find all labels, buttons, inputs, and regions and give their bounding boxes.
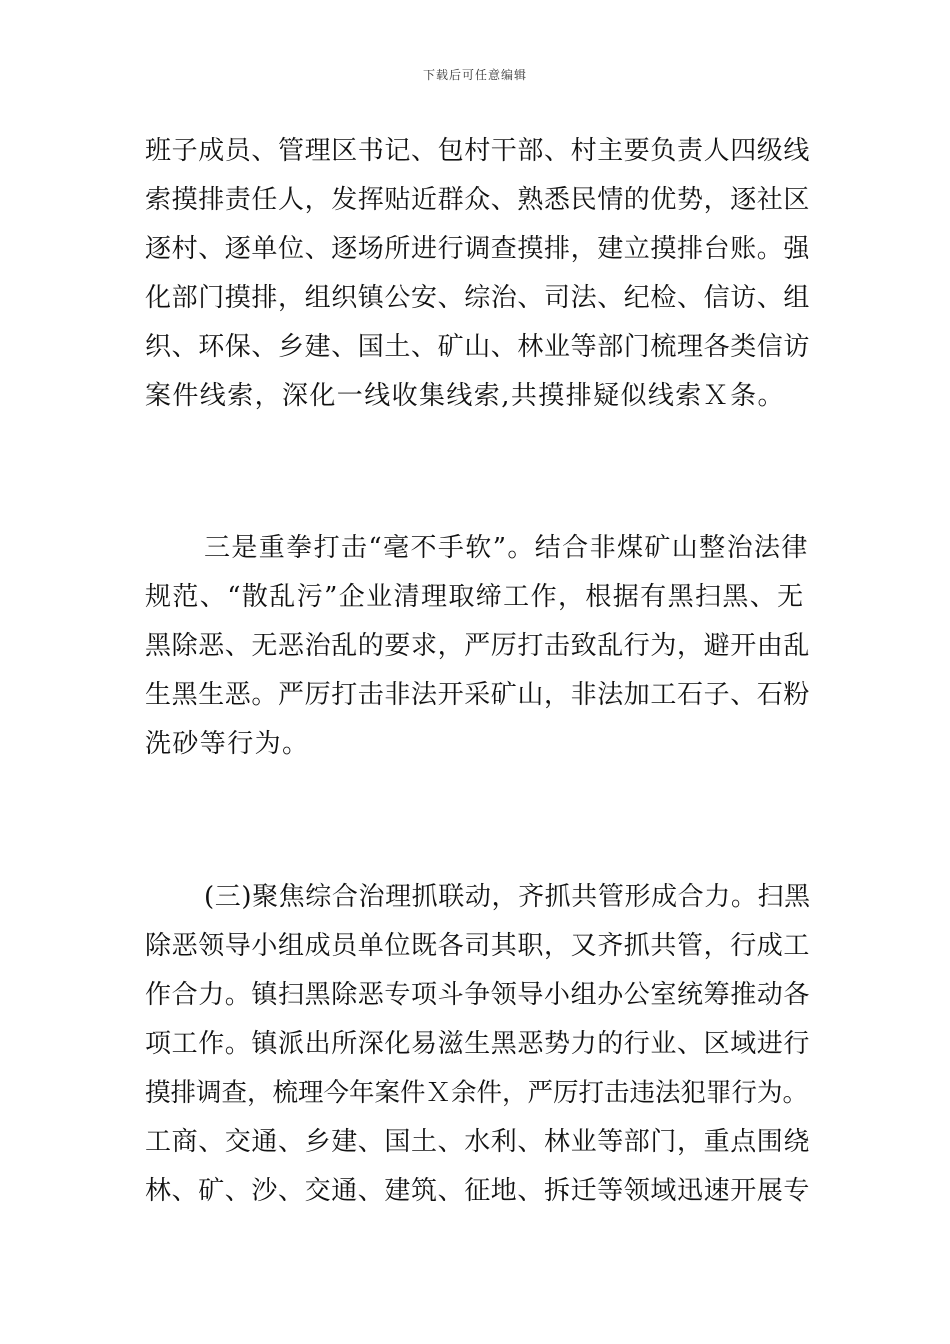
paragraph-line: 逐村、逐单位、逐场所进行调查摸排，建立摸排台账。强	[145, 234, 811, 264]
paragraph-line: 作合力。镇扫黑除恶专项斗争领导小组办公室统筹推动各	[145, 980, 811, 1010]
page-header: 下载后可任意编辑	[422, 68, 527, 82]
paragraph-line: 项工作。镇派出所深化易滋生黑恶势力的行业、区域进行	[145, 1029, 811, 1059]
paragraph-line: 规范、“散乱污”企业清理取缔工作，根据有黑扫黑、无	[145, 582, 805, 612]
paragraph-line: 织、环保、乡建、国土、矿山、林业等部门梳理各类信访	[145, 332, 811, 362]
paragraph-line: 摸排调查，梳理今年案件Ｘ余件，严厉打击违法犯罪行为。	[145, 1078, 809, 1108]
paragraph-line: 三是重拳打击“毫不手软”。结合非煤矿山整治法律	[204, 533, 809, 563]
paragraph-line: (三)聚焦综合治理抓联动，齐抓共管形成合力。扫黑	[204, 882, 811, 912]
paragraph-line: 生黑生恶。严厉打击非法开采矿山，非法加工石子、石粉	[145, 680, 811, 710]
paragraph-line: 黑除恶、无恶治乱的要求，严厉打击致乱行为，避开由乱	[145, 631, 811, 661]
paragraph-line: 洗砂等行为。	[145, 729, 310, 759]
paragraph-line: 索摸排责任人，发挥贴近群众、熟悉民情的优势，逐社区	[145, 185, 811, 215]
paragraph-line: 化部门摸排，组织镇公安、综治、司法、纪检、信访、组	[145, 283, 811, 313]
paragraph-line: 除恶领导小组成员单位既各司其职，又齐抓共管，行成工	[145, 931, 811, 961]
paragraph-line: 班子成员、管理区书记、包村干部、村主要负责人四级线	[145, 136, 811, 166]
paragraph-line: 林、矿、沙、交通、建筑、征地、拆迁等领域迅速开展专	[145, 1176, 811, 1206]
paragraph-line: 工商、交通、乡建、国土、水利、林业等部门，重点围绕	[145, 1127, 811, 1157]
paragraph-line: 案件线索，深化一线收集线索,共摸排疑似线索Ｘ条。	[145, 381, 785, 411]
